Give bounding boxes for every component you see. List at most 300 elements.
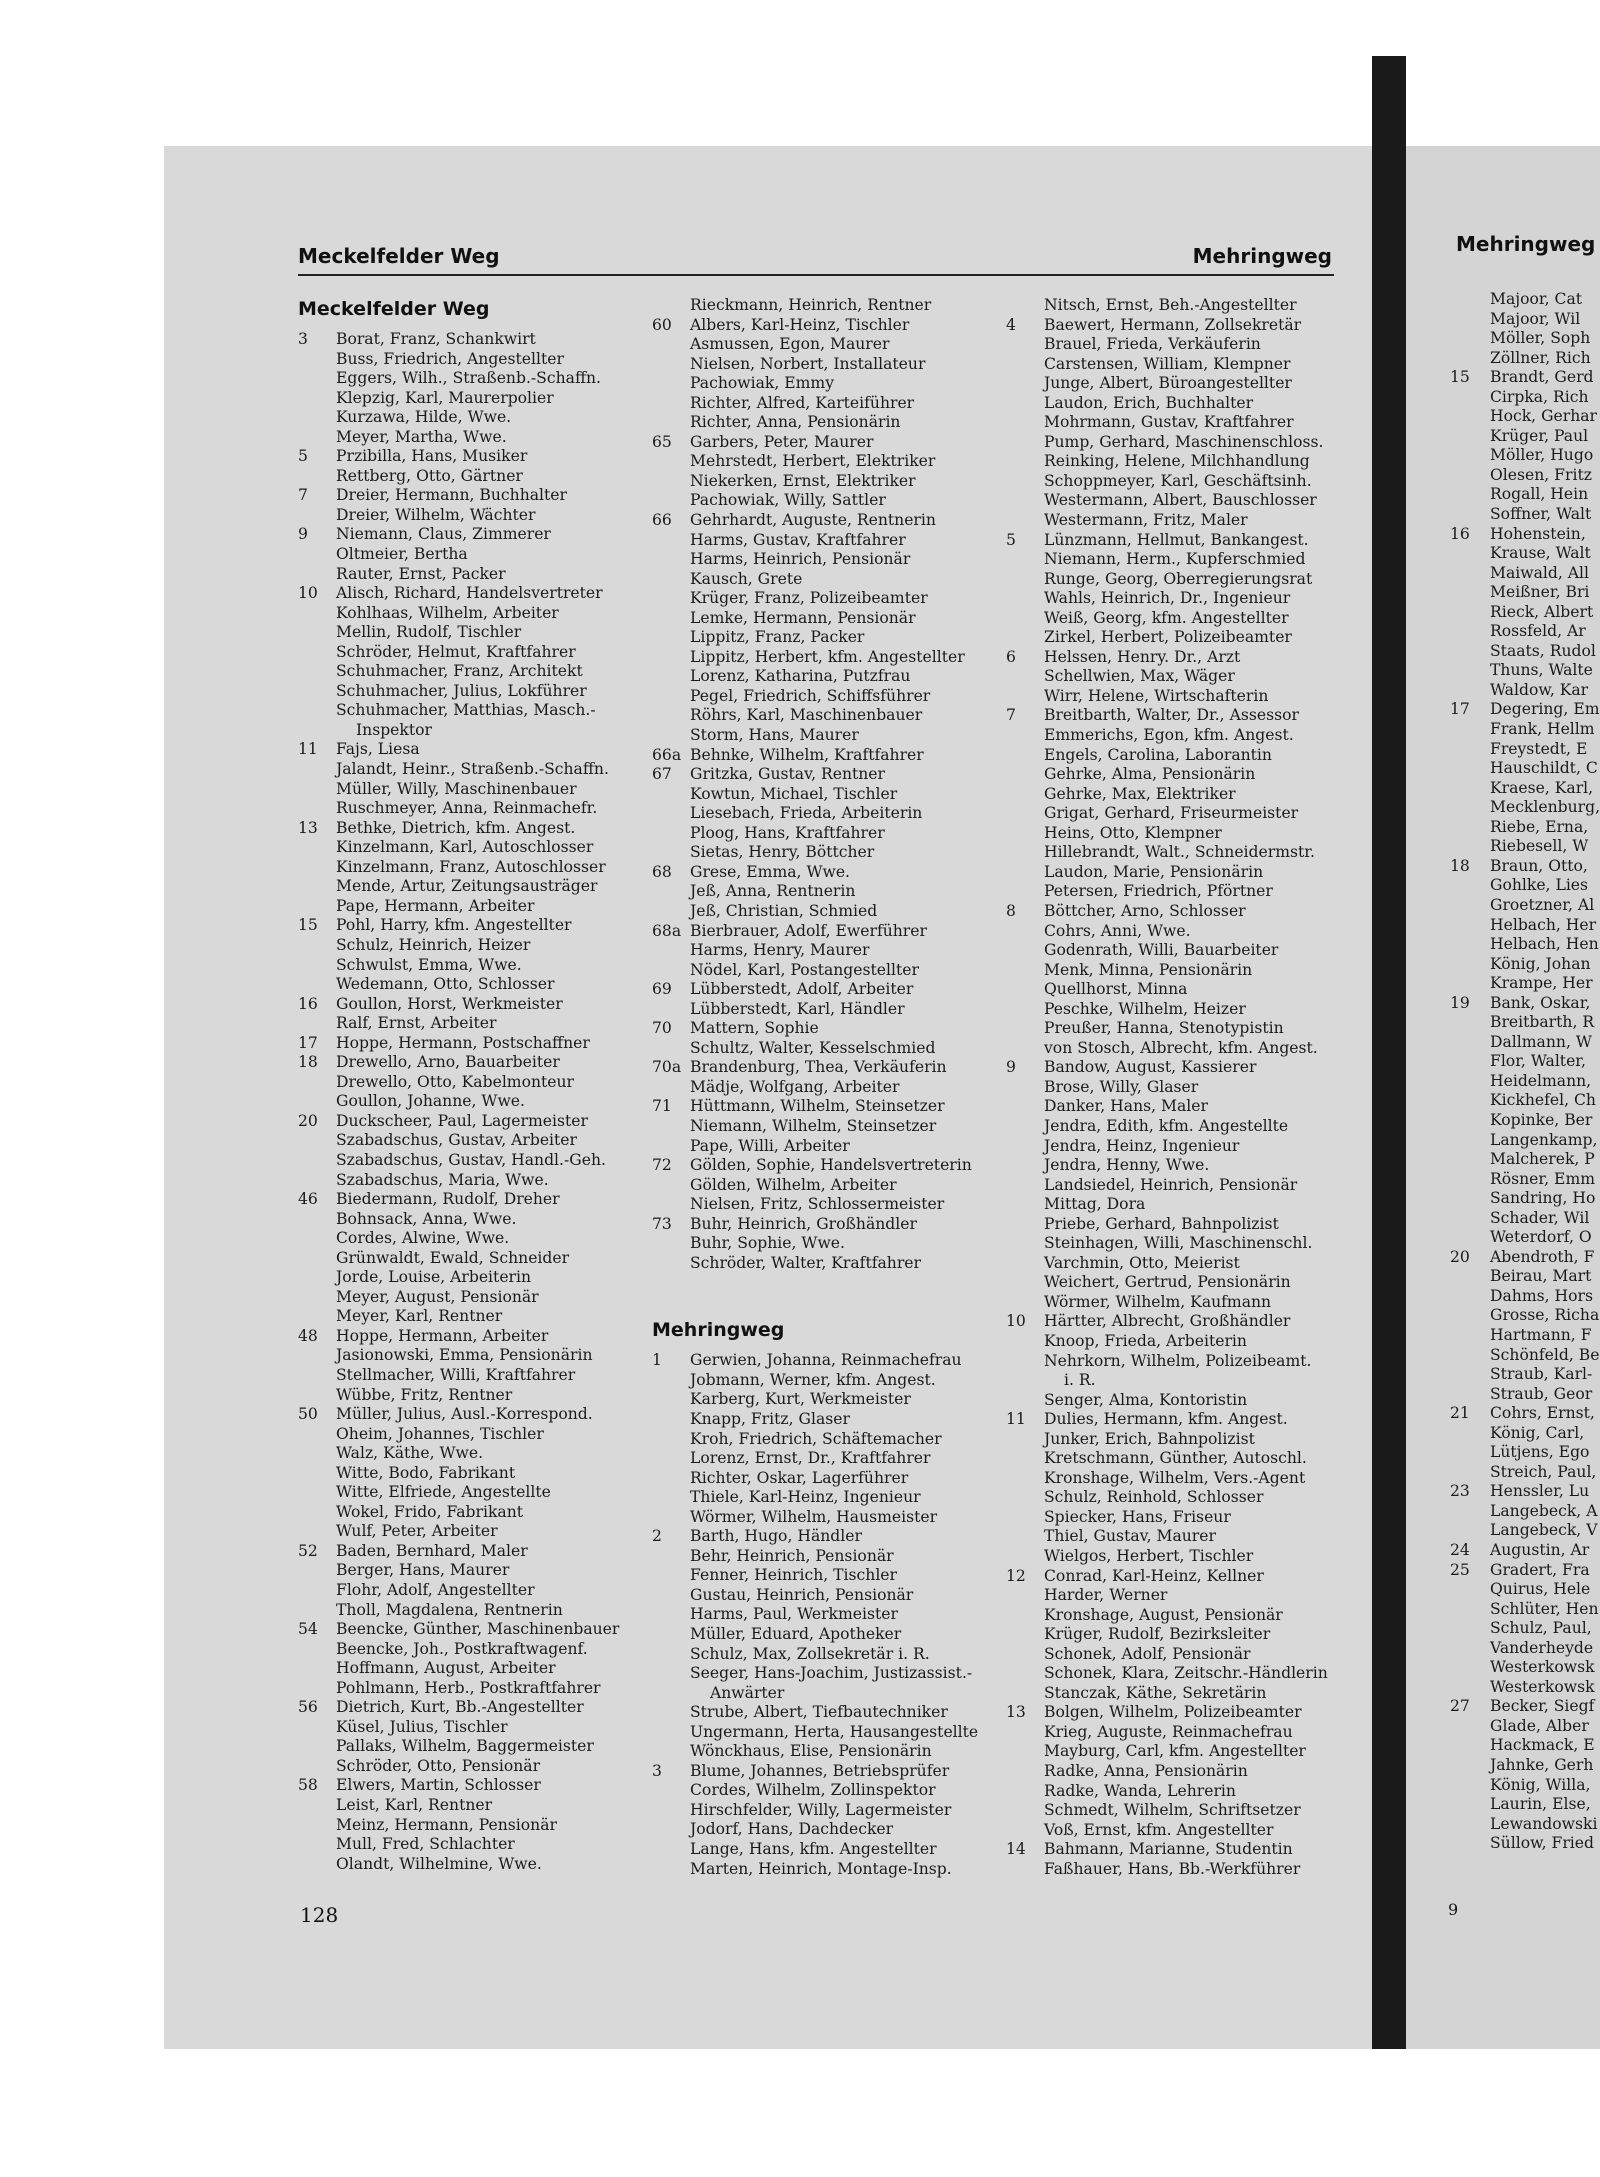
resident-entry: Szabadschus, Gustav, Handl.-Geh. [336,1150,606,1169]
resident-entry: Elwers, Martin, Schlosser [336,1776,541,1795]
house-number: 7 [298,486,308,505]
directory-entry [652,941,978,961]
house-number [1450,1424,1490,1444]
directory-entry [1006,863,1328,883]
resident-entry: Mayburg, Carl, kfm. Angestellter [1044,1742,1306,1761]
house-number [1450,505,1490,525]
house-number [1006,863,1044,883]
house-number [298,1561,336,1581]
resident-entry: Varchmin, Otto, Meierist [1044,1253,1240,1272]
resident-entry: Zirkel, Herbert, Polizeibeamter [1044,628,1292,647]
resident-entry: Oltmeier, Bertha [336,545,468,564]
house-number [652,394,690,414]
directory-entry [298,1229,619,1249]
resident-entry: Gustau, Heinrich, Pensionär [690,1585,914,1604]
resident-entry: Jasionowski, Emma, Pensionärin [336,1346,593,1365]
directory-entry [298,1601,619,1621]
directory-entry [1450,1131,1600,1151]
house-number [1450,1072,1490,1092]
resident-entry: Nielsen, Fritz, Schlossermeister [690,1195,945,1214]
resident-entry: von Stosch, Albrecht, kfm. Angest. [1044,1038,1318,1057]
resident-entry: Zöllner, Rich [1490,348,1591,367]
directory-entry [1450,720,1600,740]
directory-entry [652,1488,978,1508]
directory-entry [1006,531,1328,551]
house-number [1450,1502,1490,1522]
resident-entry: Beirau, Mart [1490,1267,1592,1286]
directory-entry [298,408,619,428]
resident-entry: Bank, Oskar, [1490,993,1591,1012]
resident-entry: Niemann, Herm., Kupferschmied [1044,550,1306,569]
directory-entry [652,1019,978,1039]
directory-entry [298,604,619,624]
resident-entry: Mohrmann, Gustav, Kraftfahrer [1044,413,1294,432]
directory-entry [1450,916,1600,936]
resident-entry: Kroh, Friedrich, Schäftemacher [690,1429,942,1448]
house-number [298,1855,336,1875]
directory-entry [1006,922,1328,942]
directory-entry [1450,1815,1600,1835]
directory-entry [1450,1404,1600,1424]
resident-entry: Buhr, Heinrich, Großhändler [690,1214,917,1233]
directory-entry [1450,1228,1600,1248]
resident-entry: Pegel, Friedrich, Schiffsführer [690,686,931,705]
resident-entry: Hillebrandt, Walt., Schneidermstr. [1044,843,1315,862]
resident-entry: Menk, Minna, Pensionärin [1044,960,1253,979]
house-number [1450,935,1490,955]
directory-entry [1450,1287,1600,1307]
directory-entry [298,1366,619,1386]
house-number: 24 [1450,1541,1470,1559]
house-number [652,706,690,726]
directory-entry [1450,622,1600,642]
house-number [1450,1521,1490,1541]
house-number [652,374,690,394]
resident-entry: Kickhefel, Ch [1490,1091,1596,1110]
house-number [1450,1326,1490,1346]
house-number [1450,1580,1490,1600]
resident-entry: Bolgen, Wilhelm, Polizeibeamter [1044,1703,1302,1722]
resident-entry: Augustin, Ar [1490,1541,1590,1559]
house-number [298,799,336,819]
directory-entry [298,350,619,370]
house-number: 15 [298,916,318,935]
house-number [298,1718,336,1738]
house-number [298,1601,336,1621]
house-number [298,408,336,428]
house-number: 14 [1006,1840,1026,1859]
resident-entry: Kraese, Karl, [1490,778,1594,797]
resident-entry: Mecklenburg, [1490,798,1600,817]
resident-entry: Brandenburg, Thea, Verkäuferin [690,1058,947,1077]
directory-entry [652,491,978,511]
house-number [1450,446,1490,466]
house-number [1450,974,1490,994]
resident-entry: Möller, Hugo [1490,446,1594,465]
resident-entry: Borat, Franz, Schankwirt [336,330,536,348]
resident-entry: Seeger, Hans-Joachim, Justizassist.- [690,1664,973,1683]
directory-entry [298,701,619,721]
resident-entry: Schulz, Reinhold, Schlosser [1044,1488,1264,1507]
resident-entry: Hauschildt, C [1490,759,1598,778]
resident-entry: Hüttmann, Wilhelm, Steinsetzer [690,1097,945,1116]
house-number: 68a [652,921,682,940]
directory-entry [1450,1052,1600,1072]
directory-entry [298,1131,619,1151]
directory-entry [298,369,619,389]
directory-entry [1006,413,1328,433]
house-number [652,1703,690,1723]
house-number [652,1410,690,1430]
resident-entry: Schröder, Otto, Pensionär [336,1756,541,1775]
directory-entry [298,1073,619,1093]
house-number [1006,1762,1044,1782]
resident-entry: Spiecker, Hans, Friseur [1044,1507,1231,1526]
house-number [652,1508,690,1528]
resident-entry: König, Carl, [1490,1423,1585,1442]
house-number [652,472,690,492]
resident-entry: Knapp, Fritz, Glaser [690,1409,850,1428]
house-number [1006,550,1044,570]
directory-entry [1450,544,1600,564]
directory-entry [652,531,978,551]
resident-entry: Carstensen, William, Klempner [1044,354,1291,373]
house-number [1006,472,1044,492]
resident-entry: Stellmacher, Willi, Kraftfahrer [336,1365,576,1384]
directory-entry [652,785,978,805]
directory-entry [652,824,978,844]
house-number [1006,1371,1044,1391]
resident-entry: Kausch, Grete [690,569,803,588]
resident-entry: Nödel, Karl, Postangestellter [690,960,919,979]
resident-entry: Bohnsack, Anna, Wwe. [336,1209,517,1228]
house-number [1450,1170,1490,1190]
resident-entry: Böttcher, Arno, Schlosser [1044,901,1246,920]
house-number [298,565,336,585]
house-number [652,413,690,433]
resident-entry: Pachowiak, Willy, Sattler [690,491,886,510]
directory-entry [1450,564,1600,584]
resident-entry: Müller, Willy, Maschinenbauer [336,779,577,798]
directory-entry [1450,1443,1600,1463]
house-number [1450,1639,1490,1659]
house-number: 16 [1450,524,1470,543]
house-number [652,882,690,902]
house-number [1450,740,1490,760]
resident-entry: Nitsch, Ernst, Beh.-Angestellter [1044,296,1297,314]
resident-entry: Pape, Hermann, Arbeiter [336,896,535,915]
resident-entry: Kopinke, Ber [1490,1110,1593,1129]
directory-entry [298,858,619,878]
resident-entry: Rogall, Hein [1490,485,1589,504]
house-number: 12 [1006,1566,1026,1585]
directory-entry [1006,1782,1328,1802]
house-number [1006,1137,1044,1157]
resident-entry: Blume, Johannes, Betriebsprüfer [690,1761,950,1780]
house-number [1450,1306,1490,1326]
house-number [652,1625,690,1645]
directory-entry [1006,1703,1328,1723]
house-number [652,1605,690,1625]
directory-entry [298,916,619,936]
directory-entry [1006,335,1328,355]
house-number [652,491,690,511]
directory-entry [652,355,978,375]
directory-entry [1450,1385,1600,1405]
resident-entry: Flohr, Adolf, Angestellter [336,1581,535,1599]
directory-entry [298,1307,619,1327]
directory-entry [652,1351,978,1371]
directory-entry [652,1449,978,1469]
directory-entry [1450,1678,1600,1698]
directory-entry [298,1679,619,1699]
house-number [1006,785,1044,805]
house-number [652,1254,690,1274]
resident-entry: Langenkamp, [1490,1130,1598,1149]
directory-entry [652,1645,978,1665]
directory-entry [298,1835,619,1855]
house-number [1006,1195,1044,1215]
house-number [1006,1078,1044,1098]
resident-entry: Ralf, Ernst, Arbeiter [336,1014,497,1033]
resident-entry: Mattern, Sophie [690,1019,819,1038]
directory-entry [652,1371,978,1391]
directory-entry [652,589,978,609]
house-number [1450,544,1490,564]
house-number [1450,1443,1490,1463]
directory-entry [1450,1736,1600,1756]
house-number [298,838,336,858]
directory-entry [1450,1756,1600,1776]
directory-entry [652,1195,978,1215]
directory-entry [1006,589,1328,609]
directory-entry [1450,407,1600,427]
directory-entry [298,1640,619,1660]
house-number [1450,1834,1490,1854]
directory-entry [652,628,978,648]
house-number [652,609,690,629]
resident-entry: Sietas, Henry, Böttcher [690,843,875,862]
house-number [652,785,690,805]
directory-entry [652,296,978,316]
resident-entry: Ruschmeyer, Anna, Reinmachefr. [336,799,598,818]
resident-entry: Krüger, Paul [1490,426,1589,445]
directory-entry [1450,1150,1600,1170]
resident-entry: Lorenz, Katharina, Putzfrau [690,667,911,686]
house-number [1006,1234,1044,1254]
house-number [1006,355,1044,375]
directory-entry [1006,433,1328,453]
directory-entry [1450,818,1600,838]
resident-entry: Hock, Gerhar [1490,407,1598,426]
house-number [652,1684,690,1704]
resident-entry: Schröder, Helmut, Kraftfahrer [336,642,576,661]
house-number [1006,1821,1044,1841]
house-number [652,452,690,472]
street-heading: Meckelfelder Weg [298,298,490,320]
directory-entry [1006,1332,1328,1352]
resident-entry: Kohlhaas, Wilhelm, Arbeiter [336,603,559,622]
resident-entry: Rieckmann, Heinrich, Rentner [690,296,932,314]
directory-entry [298,1425,619,1445]
resident-entry: Gehrke, Alma, Pensionärin [1044,765,1256,784]
directory-entry [652,1508,978,1528]
directory-entry [1006,296,1328,316]
house-number [1006,922,1044,942]
directory-entry [1006,1352,1328,1372]
resident-entry: Krampe, Her [1490,974,1593,993]
house-number [298,1171,336,1191]
resident-entry: Kowtun, Michael, Tischler [690,784,898,803]
house-number: 13 [298,818,318,837]
directory-entry [652,1586,978,1606]
resident-entry: Baden, Bernhard, Maler [336,1541,528,1560]
house-number [1006,511,1044,531]
resident-entry: Barth, Hugo, Händler [690,1527,862,1546]
house-number [1006,1117,1044,1137]
directory-entry [1006,1117,1328,1137]
resident-entry: Weterdorf, O [1490,1228,1592,1247]
house-number [1450,759,1490,779]
resident-entry: Freystedt, E [1490,739,1588,758]
resident-entry: Gölden, Sophie, Handelsvertreterin [690,1156,972,1175]
house-number [298,1464,336,1484]
directory-entry [652,746,978,766]
house-number [1450,1111,1490,1131]
directory-entry [1006,1097,1328,1117]
directory-entry [1450,1658,1600,1678]
resident-entry: Mellin, Rudolf, Tischler [336,623,522,642]
house-number [298,1131,336,1151]
resident-entry: Meyer, Martha, Wwe. [336,427,507,446]
resident-entry: Gölden, Wilhelm, Arbeiter [690,1175,897,1194]
house-number [1450,622,1490,642]
resident-entry: Hoppe, Hermann, Postschaffner [336,1033,590,1052]
resident-entry: Schonek, Klara, Zeitschr.-Händlerin [1044,1664,1328,1683]
house-number: 1 [652,1351,662,1370]
house-number [298,1581,336,1601]
resident-entry: König, Johan [1490,954,1591,973]
directory-entry [1450,876,1600,896]
house-number [298,1757,336,1777]
resident-entry: Groetzner, Al [1490,895,1595,914]
directory-entry [1450,1091,1600,1111]
resident-entry: Glade, Alber [1490,1716,1589,1735]
directory-entry [1450,955,1600,975]
house-number [298,350,336,370]
house-number: 50 [298,1405,318,1424]
resident-entry: Schulz, Max, Zollsekretär i. R. [690,1644,930,1663]
house-number: 5 [1006,530,1016,549]
directory-entry [1006,511,1328,531]
directory-entry [652,726,978,746]
directory-entry [1450,1600,1600,1620]
directory-entry [1006,1234,1328,1254]
directory-entry [298,1542,619,1562]
directory-entry [652,1684,978,1704]
directory-entry [1450,837,1600,857]
resident-entry: Meißner, Bri [1490,583,1590,602]
directory-entry [1450,798,1600,818]
resident-entry: Degering, Em [1490,700,1600,719]
directory-entry [1006,355,1328,375]
resident-entry: Lewandowski [1490,1814,1598,1833]
house-number [652,1234,690,1254]
directory-entry [298,1737,619,1757]
directory-entry [652,511,978,531]
resident-entry: Buhr, Sophie, Wwe. [690,1234,845,1253]
house-number [298,428,336,448]
resident-entry: i. R. [1064,1371,1096,1390]
resident-entry: Gohlke, Lies [1490,876,1589,895]
column-1 [298,296,619,1874]
house-number [298,1249,336,1269]
house-number [298,701,336,721]
directory-entry [652,374,978,394]
house-number [1450,1013,1490,1033]
resident-entry: Jendra, Henny, Wwe. [1044,1156,1210,1175]
resident-entry: Kurzawa, Hilde, Wwe. [336,408,512,427]
directory-entry [652,1469,978,1489]
directory-entry [1006,1019,1328,1039]
resident-entry: Szabadschus, Gustav, Arbeiter [336,1131,577,1150]
directory-entry [1006,1391,1328,1411]
resident-entry: Müller, Julius, Ausl.-Korrespond. [336,1405,593,1424]
house-number [298,1425,336,1445]
resident-entry: Langebeck, V [1490,1521,1598,1540]
house-number [1450,388,1490,408]
house-number [652,1078,690,1098]
directory-entry [1450,974,1600,994]
directory-entry [652,1527,978,1547]
resident-entry: Bierbrauer, Adolf, Ewerführer [690,921,927,940]
directory-entry [1450,1033,1600,1053]
resident-entry: Krause, Walt [1490,544,1591,563]
resident-entry: Müller, Eduard, Apotheker [690,1625,902,1643]
resident-entry: Lippitz, Herbert, kfm. Angestellter [690,647,965,666]
house-number [652,1469,690,1489]
resident-entry: Rauter, Ernst, Packer [336,564,506,583]
directory-entry [1450,1776,1600,1796]
resident-entry: Engels, Carolina, Laborantin [1044,745,1272,764]
house-number [1006,941,1044,961]
house-number [1450,1287,1490,1307]
house-number [1006,609,1044,629]
directory-entry [1006,1078,1328,1098]
house-number [1450,955,1490,975]
directory-entry [652,1566,978,1586]
house-number [1006,1176,1044,1196]
resident-entry: Radke, Anna, Pensionärin [1044,1762,1248,1781]
directory-entry [298,1659,619,1679]
directory-entry [298,1816,619,1836]
directory-entry [1006,1449,1328,1469]
resident-entry: Hoffmann, August, Arbeiter [336,1659,556,1678]
directory-entry [298,1776,619,1796]
directory-entry [298,643,619,663]
house-number [652,648,690,668]
resident-entry: Lübberstedt, Adolf, Arbeiter [690,980,914,999]
directory-entry [1006,804,1328,824]
directory-entry [1450,427,1600,447]
resident-entry: Richter, Alfred, Karteiführer [690,393,915,412]
resident-entry: Jendra, Edith, kfm. Angestellte [1044,1116,1289,1135]
house-number: 20 [298,1111,318,1130]
resident-entry: Pohl, Harry, kfm. Angestellter [336,916,572,935]
house-number [298,1444,336,1464]
resident-entry: Becker, Siegf [1490,1697,1595,1716]
directory-entry [1006,1664,1328,1684]
